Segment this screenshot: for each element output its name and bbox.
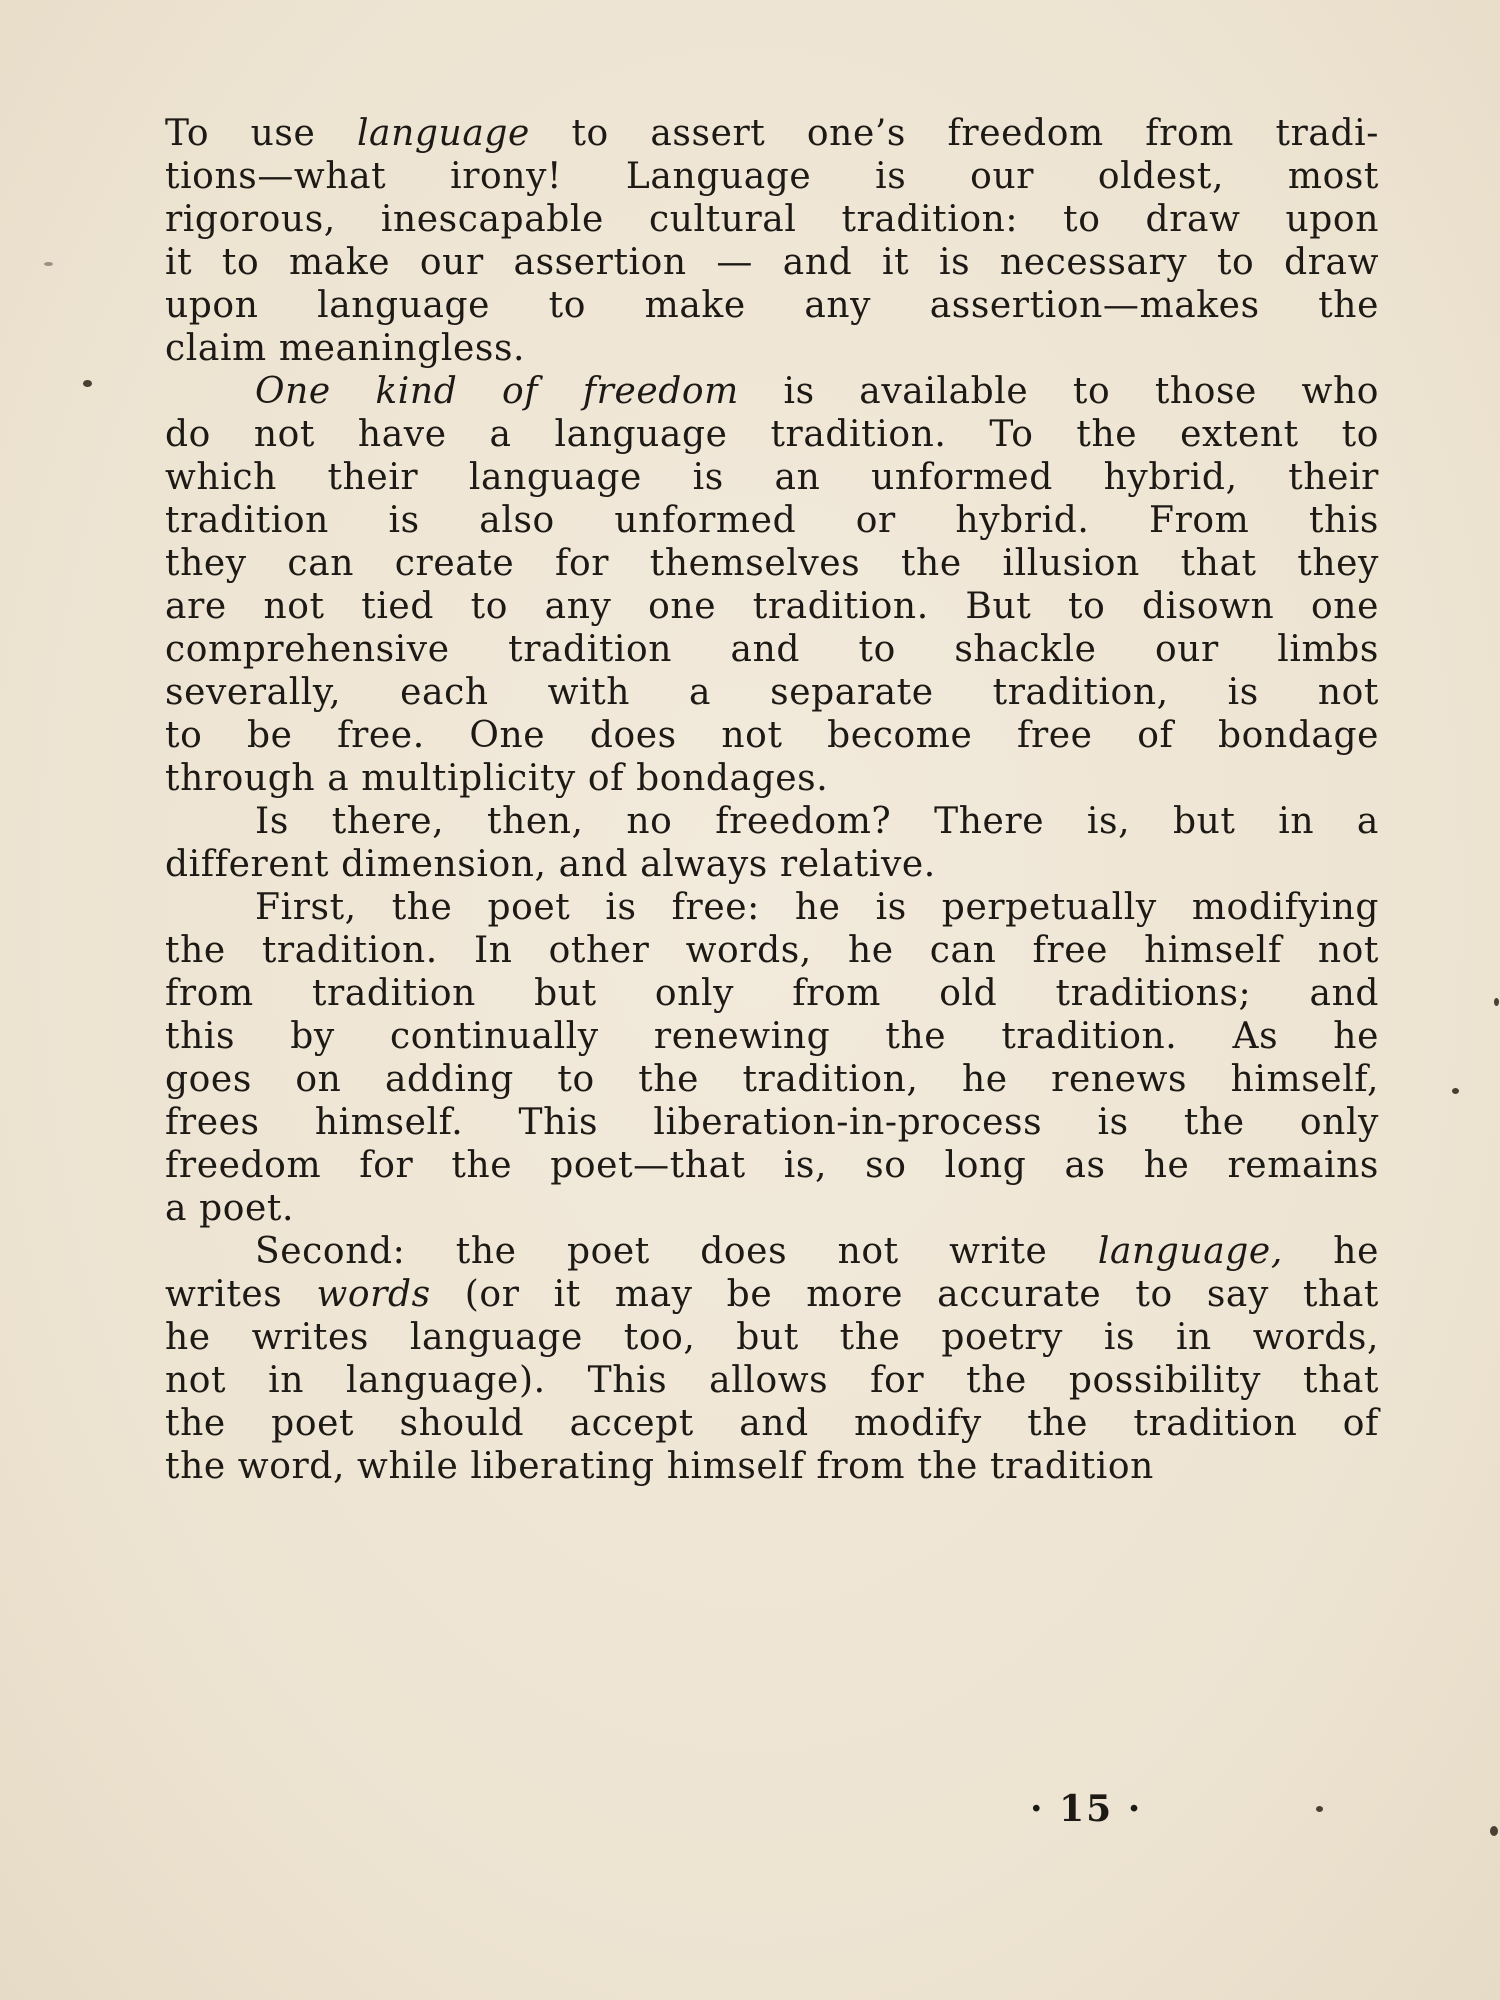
text-line: the word, while liberating himself from the tradition: [165, 1446, 1154, 1487]
text-line: do not have a language tradition. To the extent to: [165, 414, 1379, 455]
text-line: tradition is also unformed or hybrid. From this: [165, 500, 1379, 541]
text-line: comprehensive tradition and to shackle our limbs: [165, 629, 1379, 670]
paragraph-one-kind-of-freedom: [165, 370, 1379, 800]
body-text: [165, 112, 1379, 1488]
paragraph-second-the-poet: [165, 1230, 1379, 1488]
text-line: writes words (or it may be more accurate to say that: [165, 1274, 1379, 1315]
text-line: freedom for the poet—that is, so long as he remains: [165, 1145, 1379, 1186]
paper-speck: [1490, 1826, 1498, 1836]
text-line: claim meaningless.: [165, 328, 526, 369]
text-line: from tradition but only from old traditions; and: [165, 973, 1379, 1014]
text-line: the tradition. In other words, he can free himself not: [165, 930, 1379, 971]
text-line: the poet should accept and modify the tradition of: [165, 1403, 1379, 1444]
paper-speck: [1494, 998, 1499, 1006]
text-line: severally, each with a separate tradition, is not: [165, 672, 1379, 713]
text-line: are not tied to any one tradition. But to disown one: [165, 586, 1379, 627]
text-line: First, the poet is free: he is perpetually modifying: [255, 887, 1379, 928]
paragraph-is-there-no-freedom: [165, 800, 1379, 886]
text-line: One kind of freedom is available to those who: [255, 371, 1380, 412]
paper-speck: [83, 380, 92, 387]
text-line: it to make our assertion — and it is necessary to draw: [165, 242, 1379, 283]
text-line: not in language). This allows for the possibility that: [165, 1360, 1379, 1401]
text-line: To use language to assert one’s freedom from tradi-: [165, 113, 1379, 154]
text-line: rigorous, inescapable cultural tradition: to draw upon: [165, 199, 1379, 240]
italic-phrase: language,: [1097, 1231, 1283, 1272]
paper-speck: [44, 262, 53, 266]
text-line: this by continually renewing the tradition. As he: [165, 1016, 1379, 1057]
text-line: upon language to make any assertion—makes the: [165, 285, 1379, 326]
text-line: goes on adding to the tradition, he renews himself,: [165, 1059, 1379, 1100]
text-line: through a multiplicity of bondages.: [165, 758, 829, 799]
text-line: different dimension, and always relative.: [165, 844, 936, 885]
text-line: to be free. One does not become free of bondage: [165, 715, 1379, 756]
text-line: Is there, then, no freedom? There is, but in a: [255, 801, 1379, 842]
text-line: he writes language too, but the poetry is in words,: [165, 1317, 1379, 1358]
text-line: they can create for themselves the illusion that they: [165, 543, 1379, 584]
paper-speck: [1316, 1806, 1323, 1812]
italic-phrase: One kind of freedom: [255, 371, 739, 412]
text-line: a poet.: [165, 1188, 295, 1229]
paragraph-language-tradition: [165, 112, 1379, 370]
text-line: which their language is an unformed hybrid, their: [165, 457, 1379, 498]
italic-phrase: words: [316, 1274, 431, 1315]
text-line: frees himself. This liberation-in-process is the only: [165, 1102, 1379, 1143]
paper-speck: [1452, 1088, 1459, 1094]
italic-phrase: language: [356, 113, 530, 154]
page-number: · 15 ·: [1030, 1788, 1143, 1830]
paragraph-first-the-poet: [165, 886, 1379, 1230]
text-line: tions—what irony! Language is our oldest, most: [165, 156, 1379, 197]
text-line: Second: the poet does not write language, he: [255, 1231, 1379, 1272]
